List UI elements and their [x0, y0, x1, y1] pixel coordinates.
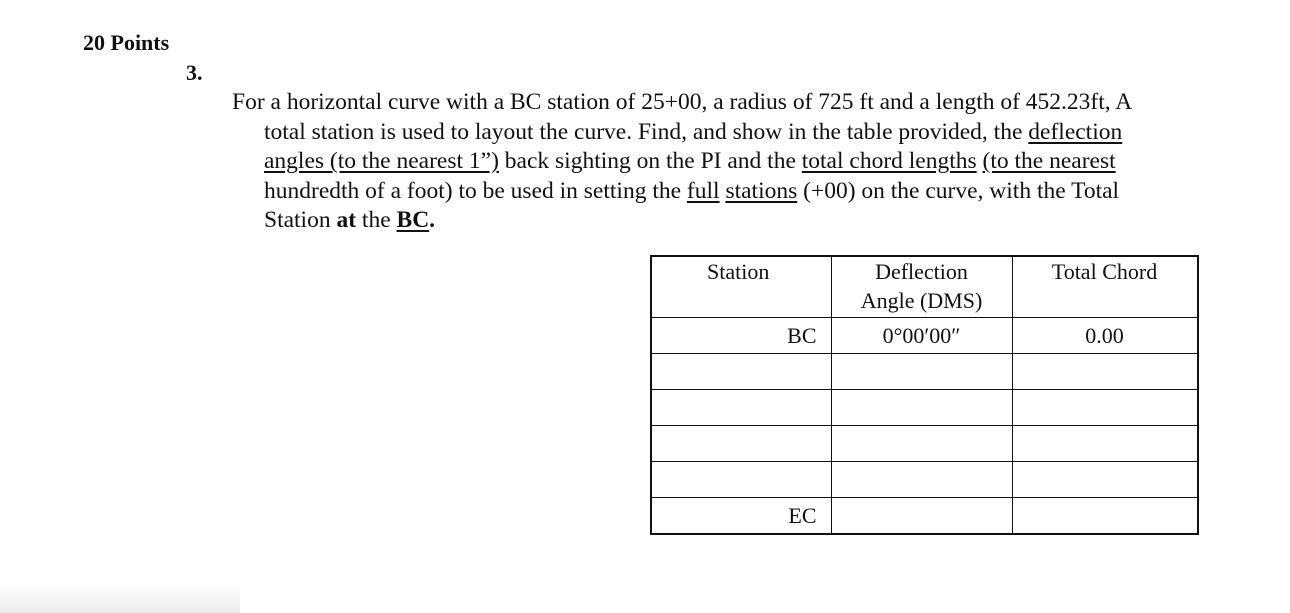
underlined-nearest: (to the nearest: [982, 148, 1116, 174]
header-deflection-angle: [831, 256, 1012, 318]
chord-cell: [1012, 462, 1198, 498]
underlined-angles: angles (to the nearest 1”): [264, 148, 499, 174]
table-row: [651, 462, 1198, 498]
station-cell: EC: [651, 498, 831, 535]
question-text-segment: the: [356, 207, 397, 233]
underlined-full: full: [686, 177, 720, 204]
bold-at: at: [336, 207, 357, 233]
page-shadow: [0, 583, 240, 613]
question-line-1: For a horizontal curve with a BC station of 25+00, a radius of 725 ft and a length of 452.23ft, A: [232, 89, 1133, 115]
header-station: Station: [651, 256, 831, 318]
header-deflection-line-1: Deflection: [875, 259, 968, 284]
table-row: [651, 426, 1198, 462]
deflection-cell: [831, 426, 1012, 462]
station-cell: BC: [651, 318, 831, 354]
deflection-cell: [831, 498, 1012, 535]
header-total-chord: Total Chord: [1012, 256, 1198, 318]
question-text-segment: Station: [264, 207, 337, 233]
question-line-3: [232, 147, 1222, 177]
table-header-row: [651, 256, 1198, 318]
bold-underlined-bc: BC: [396, 207, 430, 233]
chord-cell: 0.00: [1012, 318, 1198, 354]
underlined-deflection: deflection: [1028, 118, 1123, 145]
deflection-cell: [831, 354, 1012, 390]
question-line-4: [232, 177, 1222, 207]
chord-cell: [1012, 390, 1198, 426]
table-row: [651, 354, 1198, 390]
chord-cell: [1012, 354, 1198, 390]
header-deflection-line-2: Angle (DMS): [860, 288, 983, 313]
question-text-segment: total station is used to layout the curve. Find, and show in the table provided, the: [264, 118, 1029, 145]
deflection-cell: [831, 390, 1012, 426]
question-text-segment: back sighting on the PI and the: [498, 148, 802, 174]
station-cell: [651, 354, 831, 390]
chord-cell: [1012, 426, 1198, 462]
points-label: 20 Points: [83, 30, 170, 55]
chord-cell: [1012, 498, 1198, 535]
station-cell: [651, 462, 831, 498]
question-text-segment: hundredth of a foot) to be used in setting the: [264, 177, 687, 204]
question-number: 3.: [186, 60, 203, 85]
table-row: [651, 318, 1198, 354]
question-text-segment: (+00) on the curve, with the Total: [797, 177, 1120, 204]
bold-period: .: [429, 207, 436, 233]
underlined-total-chord: total chord lengths: [801, 148, 977, 174]
question-text: [232, 88, 1222, 236]
deflection-cell: [831, 462, 1012, 498]
deflection-table: [650, 255, 1199, 535]
underlined-stations: stations: [725, 177, 798, 204]
question-line-2: [232, 118, 1222, 148]
station-cell: [651, 426, 831, 462]
table-row: [651, 498, 1198, 535]
deflection-cell: 0°00′00″: [831, 318, 1012, 354]
table-row: [651, 390, 1198, 426]
station-cell: [651, 390, 831, 426]
question-line-5: [232, 206, 1222, 236]
